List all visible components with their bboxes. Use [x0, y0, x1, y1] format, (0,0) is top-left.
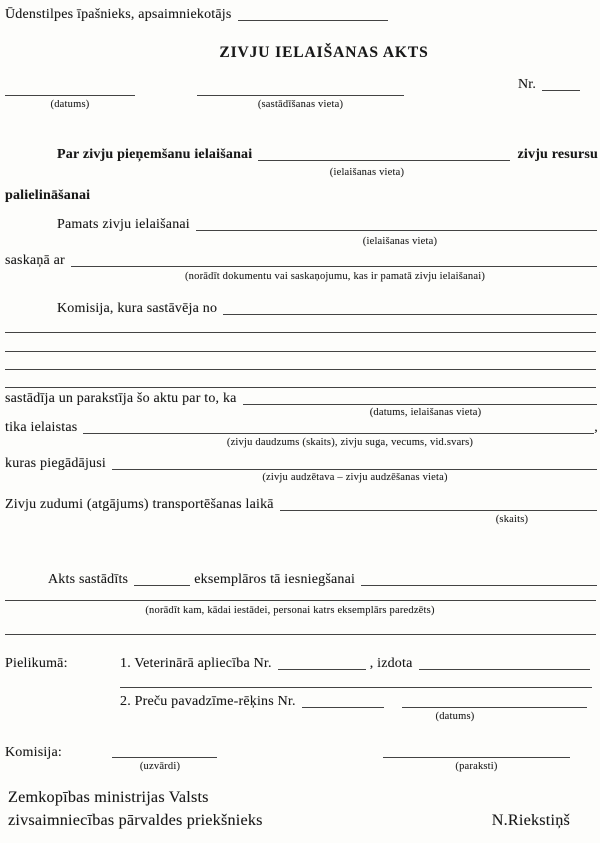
copies-row [5, 571, 597, 588]
invoice-date-blank-line [402, 707, 587, 708]
members-blank-line-1 [5, 332, 596, 333]
signed-act-label: sastādīja un parakstīja šo aktu par to, ka [5, 391, 237, 406]
losses-row [5, 496, 597, 513]
invoice-date-caption: (datums) [435, 711, 475, 722]
recipients-caption: (norādīt kam, kādai iestādei, personai katrs eksemplārs paredzēts) [145, 605, 435, 616]
owner-label: Ūdenstilpes īpašnieks, apsaimniekotājs [5, 7, 232, 22]
supplier-label: kuras piegādājusi [5, 456, 106, 471]
date-place-caption: (datums, ielaišanas vieta) [369, 407, 482, 418]
supplier-blank-line [112, 469, 597, 470]
members-blank-line-3 [5, 369, 596, 370]
copies-submit-label: eksemplāros tā iesniegšanai [194, 572, 356, 587]
released-fish-label: tika ielaistas [5, 420, 78, 435]
document-caption: (norādīt dokumentu vai saskaņojumu, kas ir pamatā zivju ielaišanai) [184, 271, 486, 282]
invoice-row [120, 693, 587, 710]
commission-blank-line [223, 314, 597, 315]
hatchery-caption: (zivju audzētava – zivju audzēšanas vieta) [262, 472, 448, 483]
intro-line1-tail: zivju resursu [517, 147, 598, 162]
form-title: ZIVJU IELAIŠANAS AKTS [219, 44, 429, 61]
nr-label: Nr. [518, 77, 537, 92]
nr-row [518, 76, 592, 93]
names-blank-line [112, 757, 217, 758]
vet-certificate-row [120, 655, 590, 672]
saskana-row [5, 252, 597, 269]
fish-details-caption: (zivju daudzums (skaits), zivju suga, vecums, vid.svars) [226, 437, 474, 448]
members-blank-line-2 [5, 351, 596, 352]
released-fish-blank-line [83, 433, 594, 434]
attachments-heading: Pielikumā: [5, 656, 68, 671]
signs-caption: (paraksti) [455, 761, 498, 772]
owner-row [5, 6, 595, 23]
release-place-caption: (ielaišanas vieta) [329, 167, 405, 178]
pamats-place-caption: (ielaišanas vieta) [362, 236, 438, 247]
copies-count-blank-line [134, 585, 190, 586]
footer-row [8, 812, 570, 829]
invoice-number-blank-line [302, 707, 384, 708]
pamats-blank-line [196, 230, 597, 231]
signed-act-row [5, 390, 597, 407]
vet-continuation-blank-line [120, 687, 592, 688]
place-blank-line [197, 80, 404, 96]
saskana-blank-line [71, 266, 597, 267]
date-blank-line [5, 80, 135, 96]
release-place-blank-line [258, 160, 510, 161]
intro-line2: palielināšanai [5, 188, 91, 203]
intro-row [5, 146, 598, 163]
commission-label: Komisija, kura sastāvēja no [57, 301, 218, 316]
losses-label: Zivju zudumi (atgājums) transportēšanas laikā [5, 497, 274, 512]
nr-blank-line [542, 90, 580, 91]
owner-blank-line [238, 20, 388, 21]
supplier-row [5, 455, 597, 472]
pamats-label: Pamats zivju ielaišanai [57, 217, 190, 232]
footer-org-line1: Zemkopības ministrijas Valsts [8, 788, 209, 806]
trailing-comma: , [594, 420, 598, 435]
invoice-label: 2. Preču pavadzīme-rēķins Nr. [120, 694, 296, 709]
signatures-heading: Komisija: [5, 745, 63, 760]
signed-act-blank-line [243, 404, 597, 405]
recipients-blank-line-top [5, 600, 596, 601]
vet-issued-label: , izdota [369, 656, 413, 671]
signs-blank-line [383, 757, 570, 758]
saskana-label: saskaņā ar [5, 253, 65, 268]
pamats-row [5, 216, 597, 233]
released-fish-row [5, 419, 598, 436]
intro-line1-label: Par zivju pieņemšanu ielaišanai [57, 147, 253, 162]
vet-issued-blank-line [419, 669, 590, 670]
members-blank-line-4 [5, 387, 596, 388]
vet-certificate-label: 1. Veterinārā apliecība Nr. [120, 656, 272, 671]
copies-label: Akts sastādīts [48, 572, 129, 587]
date-caption: (datums) [50, 99, 90, 110]
copies-submit-blank-line [361, 585, 597, 586]
commission-row [5, 300, 597, 317]
count-caption: (skaits) [495, 514, 529, 525]
vet-number-blank-line [278, 669, 366, 670]
losses-blank-line [280, 510, 597, 511]
footer-signer-name: N.Riekstiņš [491, 811, 570, 829]
recipients-blank-line-bottom [5, 634, 596, 635]
place-caption: (sastādīšanas vieta) [257, 99, 344, 110]
footer-org-line2: zivsaimniecības pārvaldes priekšnieks [8, 811, 263, 829]
names-caption: (uzvārdi) [139, 761, 181, 772]
